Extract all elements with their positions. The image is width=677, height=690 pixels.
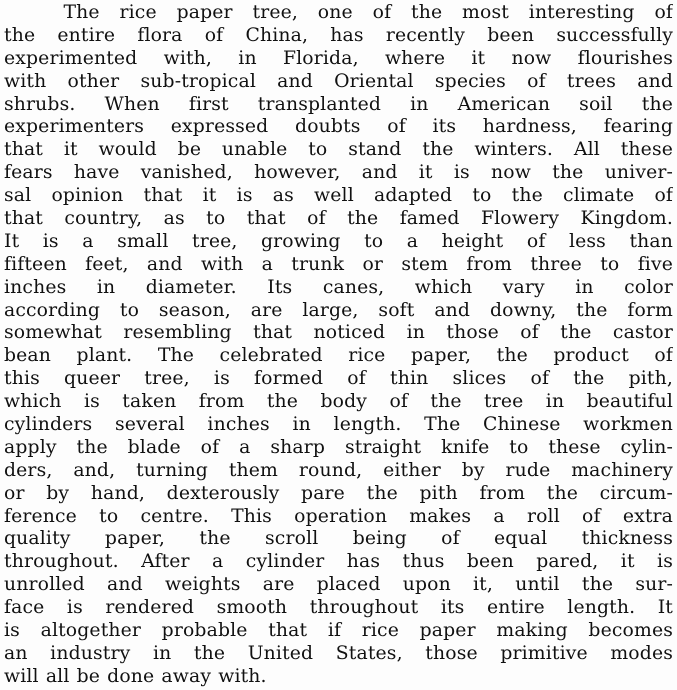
article-line-14: according to season, are large, soft and downy, the form — [4, 299, 673, 321]
article-line-30: will all be done away with. — [4, 665, 267, 687]
article-line-16: bean plant. The celebrated rice paper, the product of — [4, 345, 673, 367]
article-line-7: that it would be unable to stand the winters. All these — [4, 139, 673, 161]
article-line-8: fears have vanished, however, and it is now the univer- — [4, 162, 673, 184]
article-line-6: experimenters expressed doubts of its hardness, fearing — [4, 116, 673, 138]
article-body — [4, 2, 673, 689]
article-line-2: the entire flora of China, has recently been successfully — [4, 24, 673, 46]
article-line-24: quality paper, the scroll being of equal thickness — [4, 528, 673, 550]
article-line-27: face is rendered smooth throughout its entire length. It — [4, 597, 673, 619]
article-line-1: The rice paper tree, one of the most interesting of — [4, 2, 673, 23]
article-line-20: apply the blade of a sharp straight knife to these cylin- — [4, 436, 673, 458]
article-line-4: with other sub-tropical and Oriental species of trees and — [4, 70, 673, 92]
article-line-3: experimented with, in Florida, where it now flourishes — [4, 47, 673, 69]
article-line-12: fifteen feet, and with a trunk or stem from three to five — [4, 253, 673, 275]
article-line-28: is altogether probable that if rice paper making becomes — [4, 620, 673, 642]
article-line-17: this queer tree, is formed of thin slices of the pith, — [4, 368, 673, 390]
article-line-19: cylinders several inches in length. The Chinese workmen — [4, 414, 673, 436]
article-line-21: ders, and, turning them round, either by rude machinery — [4, 459, 673, 481]
article-line-13: inches in diameter. Its canes, which vary in color — [4, 276, 673, 298]
article-line-9: sal opinion that it is as well adapted to the climate of — [4, 185, 673, 207]
article-line-11: It is a small tree, growing to a height of less than — [4, 230, 673, 252]
article-line-5: shrubs. When first transplanted in American soil the — [4, 93, 673, 115]
article-line-22: or by hand, dexterously pare the pith from the circum- — [4, 482, 673, 504]
article-line-23: ference to centre. This operation makes a roll of extra — [4, 505, 673, 527]
article-line-10: that country, as to that of the famed Flowery Kingdom. — [4, 208, 673, 230]
article-line-15: somewhat resembling that noticed in those of the castor — [4, 322, 673, 344]
article-line-29: an industry in the United States, those primitive modes — [4, 642, 673, 664]
article-line-25: throughout. After a cylinder has thus been pared, it is — [4, 551, 673, 573]
article-line-18: which is taken from the body of the tree in beautiful — [4, 391, 673, 413]
article-line-26: unrolled and weights are placed upon it, until the sur- — [4, 574, 673, 596]
